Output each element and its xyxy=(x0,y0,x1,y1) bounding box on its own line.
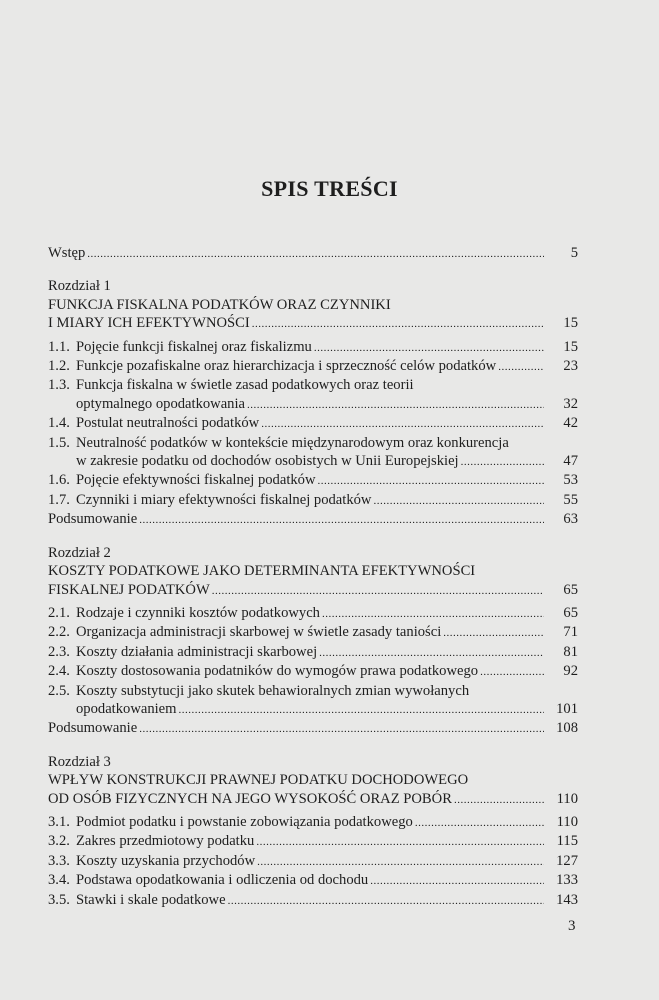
dot-leader xyxy=(228,892,544,910)
entry-title-line xyxy=(76,700,578,719)
entry-title-line xyxy=(76,434,578,452)
entry-text: optymalnego opodatkowania xyxy=(76,395,246,412)
toc-entry-section[interactable] xyxy=(48,813,578,832)
section-number: 1.6. xyxy=(48,472,70,489)
entry-title-line xyxy=(76,338,578,357)
toc-entry-section[interactable] xyxy=(48,376,578,414)
page-ref: 42 xyxy=(563,415,578,432)
entry-title xyxy=(76,434,578,472)
page-title: SPIS TREŚCI xyxy=(261,176,398,201)
dot-leader xyxy=(139,720,544,738)
page-ref: 108 xyxy=(556,720,578,737)
toc-entry-section[interactable] xyxy=(48,871,578,890)
section-number: 1.4. xyxy=(48,415,70,432)
entry-title xyxy=(76,338,578,357)
dot-leader xyxy=(261,415,544,433)
entry-title xyxy=(76,871,578,890)
entry-text: Czynniki i miary efektywności fiskalnej podatków xyxy=(76,491,372,508)
section-number: 1.2. xyxy=(48,358,70,375)
entry-text: Koszty substytucji jako skutek behawioralnych zmian wywołanych xyxy=(76,682,470,699)
toc-entry-section[interactable] xyxy=(48,891,578,910)
entry-title xyxy=(76,662,578,681)
table-of-contents xyxy=(48,244,578,910)
entry-title xyxy=(76,623,578,642)
toc-entry-chapter[interactable] xyxy=(48,562,578,600)
entry-title xyxy=(76,813,578,832)
entry-title xyxy=(48,296,578,334)
page-ref: 15 xyxy=(563,338,578,355)
dot-leader xyxy=(257,853,544,871)
page-number: 3 xyxy=(568,918,576,934)
entry-title-line xyxy=(48,296,578,314)
entry-text: Podstawa opodatkowania i odliczenia od dochodu xyxy=(76,872,369,889)
entry-title-line xyxy=(76,491,578,510)
toc-entry-section[interactable] xyxy=(48,414,578,433)
dot-leader xyxy=(252,315,544,333)
section-number: 2.1. xyxy=(48,604,70,621)
section-number: 3.4. xyxy=(48,872,70,889)
entry-title xyxy=(76,471,578,490)
entry-title-line xyxy=(76,357,578,376)
page-ref: 127 xyxy=(556,852,578,869)
dot-leader xyxy=(454,791,544,809)
entry-text: Podsumowanie xyxy=(48,720,138,737)
page-ref: 23 xyxy=(563,358,578,375)
dot-leader xyxy=(179,701,544,719)
entry-text: Postulat neutralności podatków xyxy=(76,415,260,432)
toc-entry-section[interactable] xyxy=(48,357,578,376)
dot-leader xyxy=(415,814,544,832)
page-ref: 55 xyxy=(563,491,578,508)
entry-title-line xyxy=(76,471,578,490)
page-ref: 133 xyxy=(556,872,578,889)
dot-leader xyxy=(480,663,544,681)
page-ref: 47 xyxy=(563,453,578,470)
page-ref: 143 xyxy=(556,891,578,908)
entry-text: KOSZTY PODATKOWE JAKO DETERMINANTA EFEKTYWNOŚCI xyxy=(48,563,476,580)
dot-leader xyxy=(247,396,544,414)
entry-title-line xyxy=(76,604,578,623)
toc-entry-chapter[interactable] xyxy=(48,771,578,809)
toc-entry-plain[interactable] xyxy=(48,510,578,529)
section-number: 3.3. xyxy=(48,852,70,869)
page-ref: 15 xyxy=(563,315,578,332)
entry-text: Wstęp xyxy=(48,245,86,261)
toc-entry-section[interactable] xyxy=(48,338,578,357)
dot-leader xyxy=(212,582,544,600)
dot-leader xyxy=(256,833,544,851)
entry-text: Podmiot podatku i powstanie zobowiązania podatkowego xyxy=(76,813,413,830)
dot-leader xyxy=(370,872,544,890)
entry-title-line xyxy=(76,452,578,471)
page-ref: 81 xyxy=(563,643,578,660)
entry-text: Pojęcie funkcji fiskalnej oraz fiskalizmu xyxy=(76,338,312,355)
entry-title-line xyxy=(48,771,578,789)
section-number: 2.2. xyxy=(48,624,70,641)
entry-title xyxy=(76,491,578,510)
page-ref: 63 xyxy=(563,511,578,528)
toc-entry-section[interactable] xyxy=(48,682,578,720)
entry-title-line xyxy=(48,244,578,263)
entry-title xyxy=(76,891,578,910)
entry-title-line xyxy=(76,813,578,832)
toc-entry-plain[interactable] xyxy=(48,244,578,263)
chapter-label: Rozdział 1 xyxy=(48,278,111,295)
entry-title-line xyxy=(48,510,578,529)
section-number: 2.3. xyxy=(48,643,70,660)
section-number: 1.5. xyxy=(48,434,70,451)
dot-leader xyxy=(314,339,544,357)
entry-title xyxy=(76,832,578,851)
entry-text: Koszty uzyskania przychodów xyxy=(76,852,256,869)
entry-title xyxy=(48,771,578,809)
entry-text: Pojęcie efektywności fiskalnej podatków xyxy=(76,472,316,489)
section-number: 3.2. xyxy=(48,833,70,850)
entry-title xyxy=(48,719,578,738)
entry-text: WPŁYW KONSTRUKCJI PRAWNEJ PODATKU DOCHODOWEGO xyxy=(48,772,469,789)
entry-text: Rodzaje i czynniki kosztów podatkowych xyxy=(76,604,320,621)
toc-entry-section[interactable] xyxy=(48,604,578,623)
entry-text: w zakresie podatku od dochodów osobistych w Unii Europejskiej xyxy=(76,453,459,470)
entry-text: Podsumowanie xyxy=(48,511,138,528)
toc-entry-section[interactable] xyxy=(48,832,578,851)
entry-text: Funkcje pozafiskalne oraz hierarchizacja i sprzeczność celów podatków xyxy=(76,358,497,375)
dot-leader xyxy=(318,472,544,490)
dot-leader xyxy=(461,453,544,471)
entry-text: opodatkowaniem xyxy=(76,700,177,717)
section-number: 2.4. xyxy=(48,663,70,680)
entry-title xyxy=(76,682,578,720)
page-ref: 101 xyxy=(556,700,578,717)
section-number: 1.7. xyxy=(48,491,70,508)
entry-title-line xyxy=(76,832,578,851)
dot-leader xyxy=(373,492,544,510)
dot-leader xyxy=(319,644,544,662)
entry-title-line xyxy=(48,314,578,333)
entry-title xyxy=(76,852,578,871)
toc-entry-section[interactable] xyxy=(48,623,578,642)
entry-title-line xyxy=(48,562,578,580)
toc-entry-section[interactable] xyxy=(48,471,578,490)
entry-title-line xyxy=(76,395,578,414)
entry-text: Neutralność podatków w kontekście międzynarodowym oraz konkurencja xyxy=(76,434,509,451)
entry-title xyxy=(76,604,578,623)
entry-title-line xyxy=(76,852,578,871)
entry-title xyxy=(76,357,578,376)
toc-entry-chapter[interactable] xyxy=(48,296,578,334)
dot-leader xyxy=(443,624,544,642)
section-number: 1.1. xyxy=(48,338,70,355)
toc-entry-section[interactable] xyxy=(48,643,578,662)
chapter-label: Rozdział 3 xyxy=(48,753,111,770)
dot-leader xyxy=(322,605,544,623)
section-number: 3.5. xyxy=(48,891,70,908)
entry-text: Koszty działania administracji skarbowej xyxy=(76,643,318,660)
entry-title-line xyxy=(76,891,578,910)
page-ref: 5 xyxy=(570,245,578,261)
entry-text: Funkcja fiskalna w świetle zasad podatkowych oraz teorii xyxy=(76,377,414,394)
page-ref: 65 xyxy=(563,581,578,598)
entry-title xyxy=(48,510,578,529)
section-number: 2.5. xyxy=(48,682,70,699)
entry-title-line xyxy=(76,662,578,681)
toc-entry-section[interactable] xyxy=(48,852,578,871)
entry-title-line xyxy=(48,581,578,600)
page-ref: 71 xyxy=(563,624,578,641)
entry-text: FUNKCJA FISKALNA PODATKÓW ORAZ CZYNNIKI xyxy=(48,296,391,313)
entry-text: OD OSÓB FIZYCZNYCH NA JEGO WYSOKOŚĆ ORAZ POBÓR xyxy=(48,790,452,807)
entry-title-line xyxy=(76,871,578,890)
entry-title-line xyxy=(76,643,578,662)
page-ref: 92 xyxy=(563,663,578,680)
entry-text: Koszty dostosowania podatników do wymogów prawa podatkowego xyxy=(76,663,479,680)
entry-text: FISKALNEJ PODATKÓW xyxy=(48,581,210,598)
entry-text: Zakres przedmiotowy podatku xyxy=(76,833,255,850)
entry-title xyxy=(76,414,578,433)
page-ref: 32 xyxy=(563,395,578,412)
entry-text: I MIARY ICH EFEKTYWNOŚCI xyxy=(48,315,250,332)
entry-title xyxy=(76,643,578,662)
entry-title-line xyxy=(76,376,578,394)
entry-title xyxy=(76,376,578,414)
page-ref: 110 xyxy=(556,790,578,807)
dot-leader xyxy=(498,358,544,376)
page-ref: 115 xyxy=(556,833,578,850)
entry-text: Stawki i skale podatkowe xyxy=(76,891,226,908)
chapter-label: Rozdział 2 xyxy=(48,544,111,561)
page-ref: 110 xyxy=(556,813,578,830)
entry-title xyxy=(48,562,578,600)
toc-entry-plain[interactable] xyxy=(48,719,578,738)
entry-title xyxy=(48,244,578,263)
entry-title-line xyxy=(48,790,578,809)
toc-entry-section[interactable] xyxy=(48,662,578,681)
entry-text: Organizacja administracji skarbowej w świetle zasady taniości xyxy=(76,624,442,641)
toc-entry-section[interactable] xyxy=(48,491,578,510)
toc-entry-section[interactable] xyxy=(48,434,578,472)
page-ref: 53 xyxy=(563,472,578,489)
dot-leader xyxy=(139,511,544,529)
page-ref: 65 xyxy=(563,604,578,621)
entry-title-line xyxy=(76,623,578,642)
entry-title-line xyxy=(48,719,578,738)
dot-leader xyxy=(87,245,544,263)
section-number: 3.1. xyxy=(48,813,70,830)
entry-title-line xyxy=(76,682,578,700)
entry-title-line xyxy=(76,414,578,433)
section-number: 1.3. xyxy=(48,377,70,394)
